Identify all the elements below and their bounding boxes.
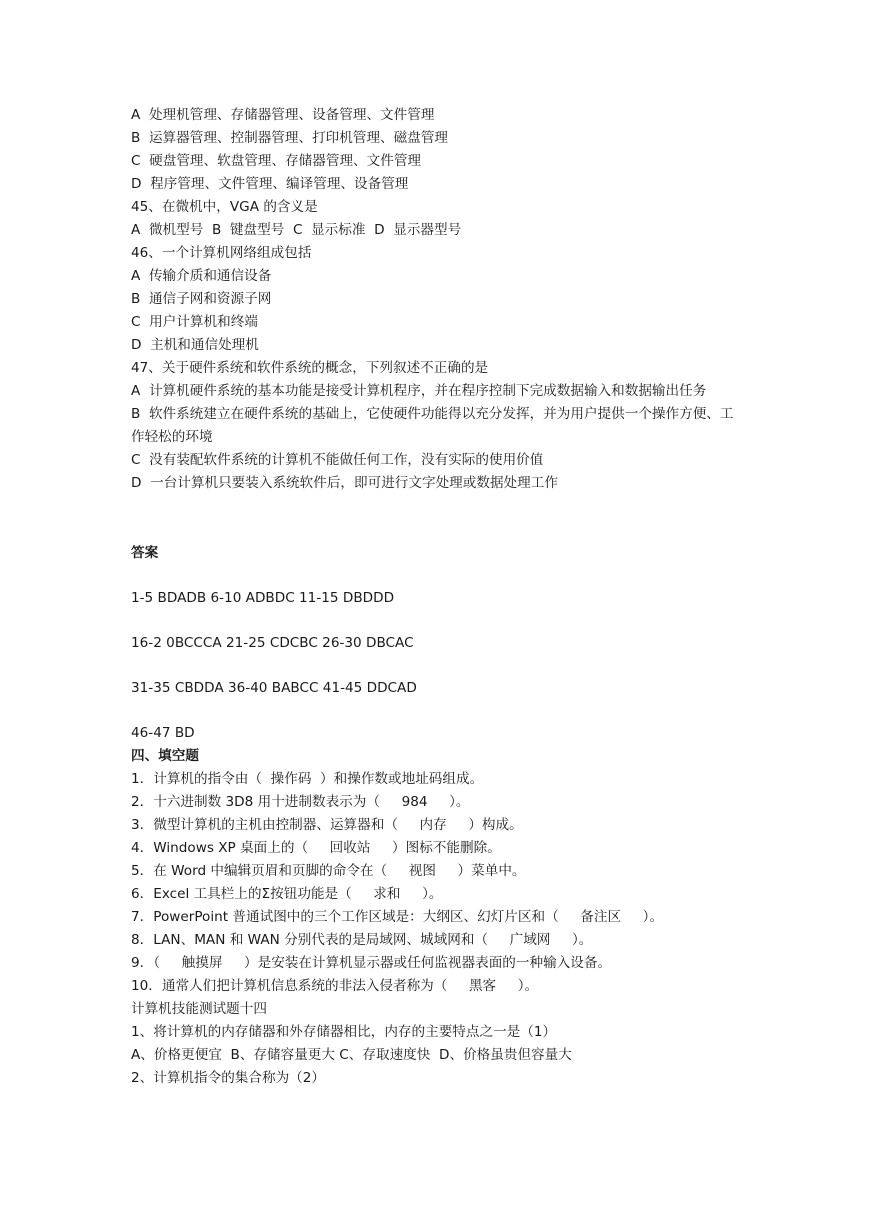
option-line: D 主机和通信处理机 (131, 337, 259, 353)
option-line: B 运算器管理、控制器管理、打印机管理、磁盘管理 (131, 130, 449, 146)
answers-row: 16-2 0BCCCA 21-25 CDCBC 26-30 DBCAC (131, 635, 414, 651)
document-page (131, 104, 741, 1090)
fill-in-item: 6．Excel 工具栏上的Σ按钮功能是（ 求和 ）。 (131, 886, 443, 902)
option-line: C 硬盘管理、软盘管理、存储器管理、文件管理 (131, 153, 422, 169)
test-14-question-1: 1、将计算机的内存储器和外存储器相比，内存的主要特点之一是（1） (131, 1024, 557, 1040)
option-line: C 没有装配软件系统的计算机不能做任何工作，没有实际的使用价值 (131, 452, 544, 468)
fill-in-item: 4．Windows XP 桌面上的（ 回收站 ）图标不能删除。 (131, 840, 501, 856)
fill-in-item: 9．（ 触摸屏 ）是安装在计算机显示器或任何监视器表面的一种输入设备。 (131, 955, 612, 971)
option-line: D 一台计算机只要装入系统软件后，即可进行文字处理或数据处理工作 (131, 475, 558, 491)
answers-row: 1-5 BDADB 6-10 ADBDC 11-15 DBDDD (131, 590, 395, 606)
question-47: 47、关于硬件系统和软件系统的概念，下列叙述不正确的是 (131, 360, 489, 376)
test-14-question-1-options: A、价格更便宜 B、存储容量更大 C、存取速度快 D、价格虽贵但容量大 (131, 1047, 572, 1063)
option-line: B 通信子网和资源子网 (131, 291, 272, 307)
fill-in-item: 7．PowerPoint 普通试图中的三个工作区域是：大纲区、幻灯片区和（ 备注区 ）。 (131, 909, 664, 925)
question-45: 45、在微机中，VGA 的含义是 (131, 199, 318, 215)
test-14-question-2: 2、计算机指令的集合称为（2） (131, 1070, 326, 1086)
option-line: A 传输介质和通信设备 (131, 268, 272, 284)
question-45-options: A 微机型号 B 键盘型号 C 显示标准 D 显示器型号 (131, 222, 462, 238)
option-line: D 程序管理、文件管理、编译管理、设备管理 (131, 176, 409, 192)
option-line: B 软件系统建立在硬件系统的基础上，它使硬件功能得以充分发挥，并为用户提供一个操作方便、工作轻松的环境 (131, 406, 734, 445)
fill-in-heading: 四、填空题 (131, 748, 199, 764)
test-14-title: 计算机技能测试题十四 (131, 1001, 267, 1017)
question-46: 46、一个计算机网络组成包括 (131, 245, 312, 261)
option-line: C 用户计算机和终端 (131, 314, 258, 330)
fill-in-item: 1．计算机的指令由（ 操作码 ）和操作数或地址码组成。 (131, 771, 484, 787)
option-line: A 处理机管理、存储器管理、设备管理、文件管理 (131, 107, 435, 123)
answers-row: 46-47 BD (131, 725, 195, 741)
answers-row: 31-35 CBDDA 36-40 BABCC 41-45 DDCAD (131, 680, 417, 696)
option-line: A 计算机硬件系统的基本功能是接受计算机程序，并在程序控制下完成数据输入和数据输出任务 (131, 383, 707, 399)
fill-in-item: 2．十六进制数 3D8 用十进制数表示为（ 984 ）。 (131, 794, 470, 810)
fill-in-item: 10．通常人们把计算机信息系统的非法入侵者称为（ 黑客 ）。 (131, 978, 539, 994)
answers-heading: 答案 (131, 545, 159, 561)
fill-in-item: 5．在 Word 中编辑页眉和页脚的命令在（ 视图 ）菜单中。 (131, 863, 526, 879)
fill-in-item: 8．LAN、MAN 和 WAN 分别代表的是局域网、城域网和（ 广域网 ）。 (131, 932, 593, 948)
fill-in-item: 3．微型计算机的主机由控制器、运算器和（ 内存 ）构成。 (131, 817, 523, 833)
